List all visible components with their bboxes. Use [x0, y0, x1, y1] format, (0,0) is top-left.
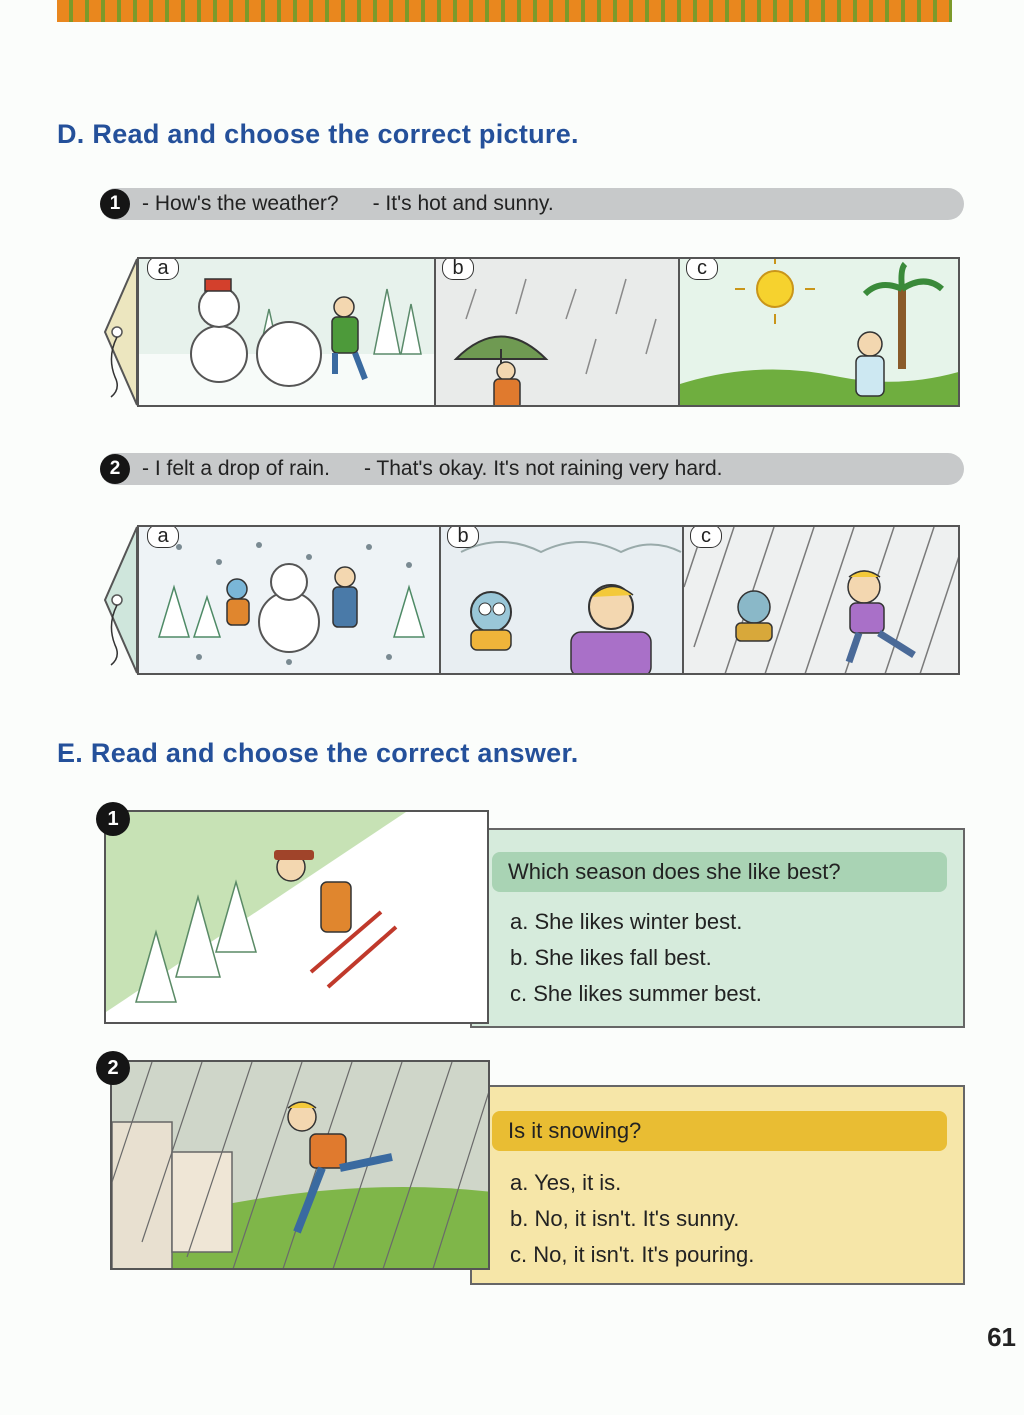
- pouring-rain-scene-illustration: [112, 1062, 490, 1270]
- d1-option-c-sunny[interactable]: [678, 257, 960, 407]
- d-question-2-bar: [100, 453, 964, 485]
- e-question-1-option-c[interactable]: c. She likes summer best.: [510, 981, 762, 1006]
- d2-option-c-heavy-rain[interactable]: [682, 525, 960, 675]
- d-question-1-picture-strip: [123, 257, 960, 407]
- d-question-2-number: 2: [100, 454, 130, 484]
- d-question-2-picture-strip: [123, 525, 960, 675]
- d1-option-b-drizzle[interactable]: [434, 257, 682, 407]
- top-decorative-band: [57, 0, 952, 22]
- strip-fold-left: [103, 525, 137, 675]
- heavy-rain-scene-illustration: [684, 527, 960, 675]
- e-question-2-options: [510, 1165, 754, 1273]
- drizzle-scene-illustration: [436, 259, 682, 407]
- e-question-2-option-a[interactable]: a. Yes, it is.: [510, 1170, 622, 1195]
- d-question-1-line-2: - It's hot and sunny.: [372, 192, 554, 215]
- e-question-1-number: 1: [96, 802, 130, 836]
- e-question-2-question: Is it snowing?: [492, 1111, 947, 1151]
- e-question-2-option-c[interactable]: c. No, it isn't. It's pouring.: [510, 1242, 755, 1267]
- e-question-1-question: Which season does she like best?: [492, 852, 947, 892]
- e-question-1-options: [510, 904, 762, 1012]
- e-question-1-option-a[interactable]: a. She likes winter best.: [510, 909, 743, 934]
- e-question-2-answer-box: [470, 1085, 965, 1285]
- d-question-1-line-1: - How's the weather?: [142, 192, 339, 215]
- skiing-scene-illustration: [106, 812, 489, 1024]
- e-question-2-option-b[interactable]: b. No, it isn't. It's sunny.: [510, 1206, 740, 1231]
- light-rain-scene-illustration: [441, 527, 686, 675]
- snowing-scene-illustration: [139, 527, 443, 675]
- d2-option-c-label: c: [690, 525, 722, 548]
- e-question-1-answer-box: [470, 828, 965, 1028]
- d2-option-b-light-rain[interactable]: [439, 525, 686, 675]
- sunny-scene-illustration: [680, 259, 960, 407]
- d1-option-a-snowman[interactable]: [137, 257, 437, 407]
- d-question-1-bar: [100, 188, 964, 220]
- d-question-2-line-1: - I felt a drop of rain.: [142, 457, 330, 480]
- e-question-2-number: 2: [96, 1051, 130, 1085]
- page-number: 61: [987, 1322, 1016, 1352]
- snowman-scene-illustration: [139, 259, 437, 407]
- d-question-2-line-2: - That's okay. It's not raining very hard.: [363, 457, 723, 480]
- d2-option-a-snowing[interactable]: [137, 525, 443, 675]
- d-question-1-number: 1: [100, 189, 130, 219]
- d1-option-c-label: c: [686, 257, 718, 280]
- e-question-1-skiing-picture: [104, 810, 489, 1024]
- strip-fold-left: [103, 257, 137, 407]
- section-e-title: E. Read and choose the correct answer.: [57, 738, 579, 768]
- section-d-title: D. Read and choose the correct picture.: [57, 119, 579, 149]
- d2-option-a-label: a: [147, 525, 179, 548]
- e-question-1-option-b[interactable]: b. She likes fall best.: [510, 945, 712, 970]
- e-question-2-pouring-picture: [110, 1060, 490, 1270]
- d2-option-b-label: b: [447, 525, 479, 548]
- d1-option-a-label: a: [147, 257, 179, 280]
- d1-option-b-label: b: [442, 257, 474, 280]
